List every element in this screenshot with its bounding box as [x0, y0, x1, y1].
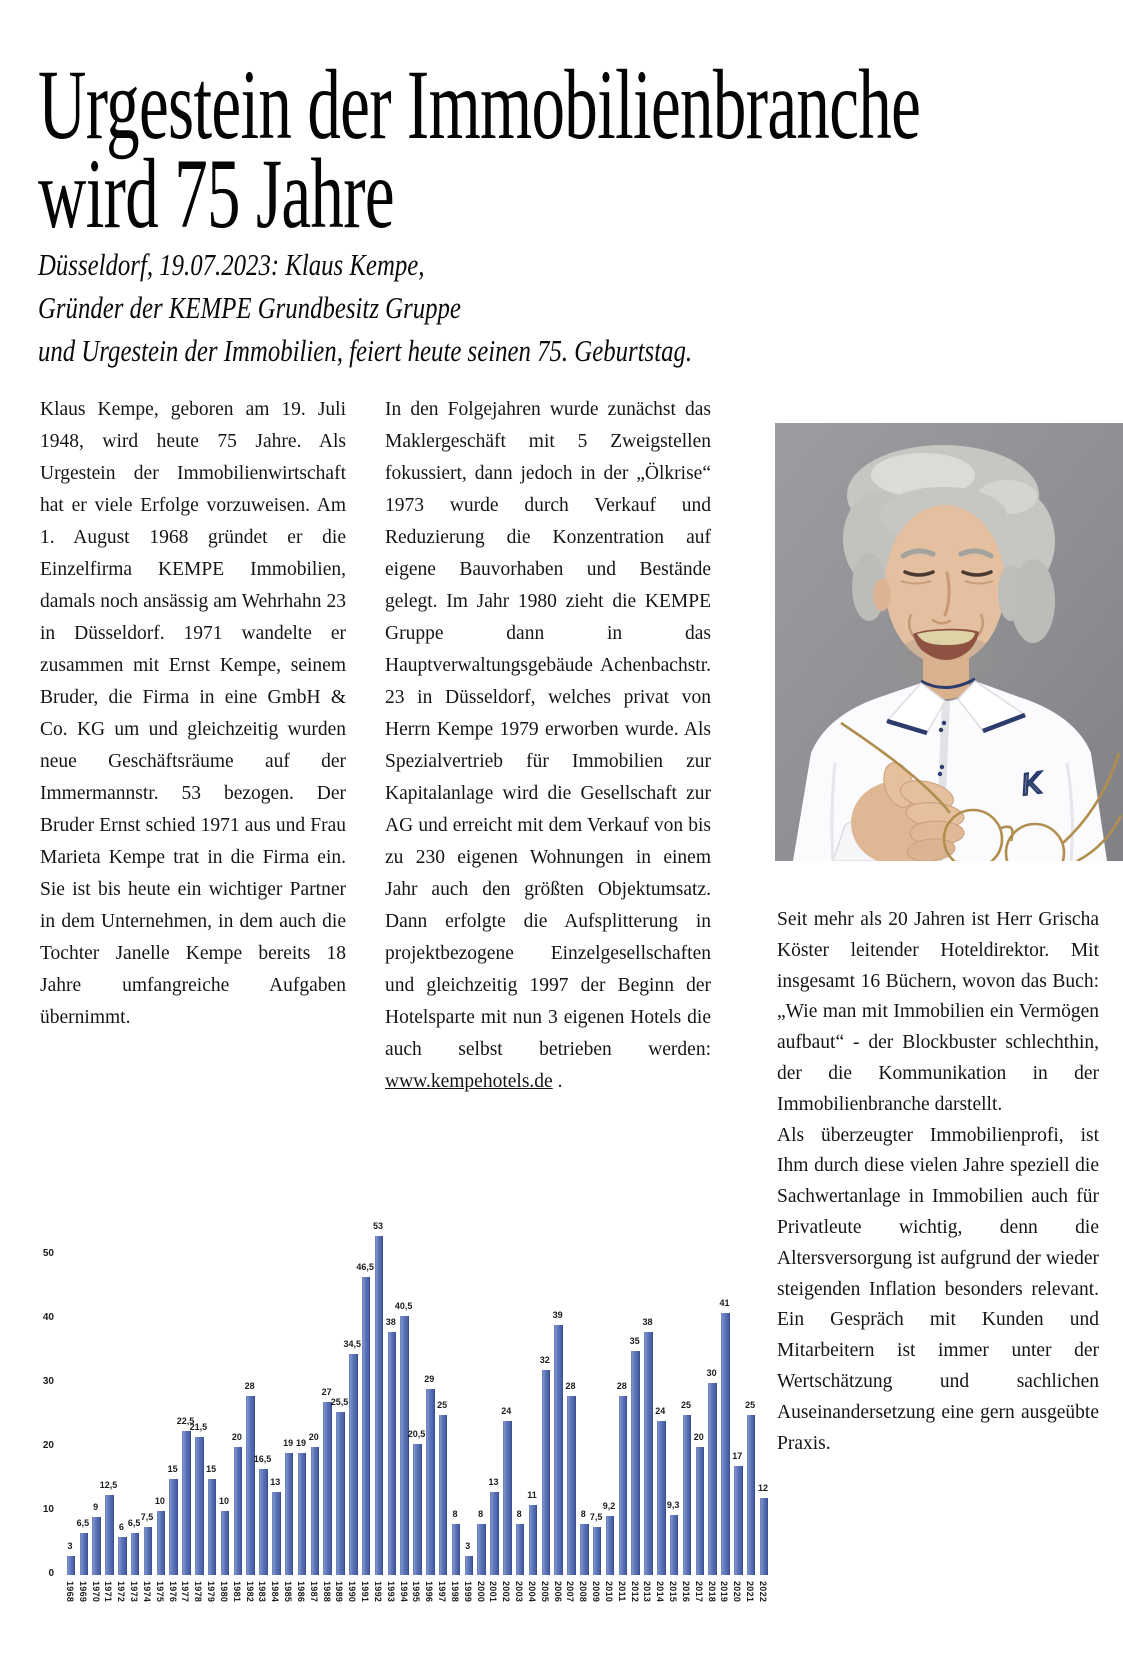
- bar-value-label: 20: [693, 1432, 704, 1442]
- y-tick-label: 30: [42, 1376, 54, 1387]
- bar-value-label: 12,5: [99, 1480, 118, 1490]
- subtitle-line-1: Düsseldorf, 19.07.2023: Klaus Kempe,: [38, 247, 425, 282]
- bar-value-label: 38: [385, 1316, 396, 1327]
- chart-bar: [92, 1517, 101, 1575]
- bar-value-label: 13: [488, 1476, 499, 1487]
- paragraph-history-2-suffix: .: [552, 1071, 563, 1092]
- bar-value-label: 8: [516, 1508, 522, 1519]
- x-tick-label: 1997: [437, 1581, 448, 1603]
- chart-bar: [246, 1396, 255, 1575]
- x-tick-label: 2008: [578, 1581, 589, 1603]
- bar-value-label: 35: [629, 1336, 640, 1346]
- bar-value-label: 15: [206, 1464, 217, 1474]
- chart-bar: [734, 1466, 743, 1575]
- bar-value-label: 28: [244, 1380, 255, 1391]
- bar-value-label: 39: [552, 1310, 563, 1321]
- chart-bar: [285, 1453, 294, 1575]
- x-tick-label: 1984: [270, 1581, 281, 1603]
- chart-bar: [554, 1325, 563, 1575]
- x-tick-label: 2002: [501, 1581, 512, 1603]
- paragraph-history-2: [385, 394, 711, 1098]
- chart-bar: [362, 1277, 371, 1575]
- headline-line-1: Urgestein der Immobilienbranche: [38, 49, 921, 160]
- x-tick-label: 1974: [141, 1581, 152, 1603]
- portrait-photo-image: [775, 423, 1123, 861]
- chart-bar: [606, 1516, 615, 1575]
- chart-bar: [375, 1236, 384, 1575]
- chart-bar: [747, 1415, 756, 1575]
- x-tick-label: 2019: [719, 1581, 730, 1603]
- bar-value-label: 24: [655, 1406, 666, 1417]
- bar-value-label: 34,5: [343, 1339, 362, 1350]
- x-tick-label: 1971: [103, 1581, 114, 1603]
- x-tick-label: 1983: [257, 1581, 268, 1603]
- x-tick-label: 2007: [565, 1581, 576, 1603]
- x-tick-label: 2006: [552, 1581, 563, 1603]
- bar-value-label: 40,5: [394, 1300, 413, 1311]
- bar-value-label: 7,5: [589, 1512, 603, 1522]
- chart-bar: [157, 1511, 166, 1575]
- bar-value-label: 12: [757, 1483, 768, 1494]
- chart-bar: [298, 1453, 307, 1575]
- x-tick-label: 1975: [154, 1581, 165, 1603]
- x-tick-label: 1990: [347, 1581, 358, 1603]
- chart-bar: [439, 1415, 448, 1575]
- chart-bar: [542, 1370, 551, 1575]
- chart-bar: [144, 1527, 153, 1575]
- chart-bar: [465, 1556, 474, 1575]
- y-tick-label: 10: [42, 1504, 54, 1515]
- chart-bar: [516, 1524, 525, 1575]
- chart-bar: [760, 1498, 769, 1575]
- x-tick-label: 1987: [308, 1581, 319, 1603]
- bar-value-label: 17: [732, 1451, 743, 1462]
- bar-value-label: 32: [539, 1355, 550, 1366]
- x-tick-label: 2015: [668, 1581, 679, 1603]
- x-tick-label: 1970: [90, 1581, 101, 1603]
- subtitle-line-2: Gründer der KEMPE Grundbesitz Gruppe: [38, 290, 461, 325]
- x-tick-label: 1972: [116, 1581, 127, 1603]
- chart-bar: [105, 1495, 114, 1575]
- bar-value-label: 53: [372, 1220, 383, 1231]
- chart-bar: [490, 1492, 499, 1575]
- x-tick-label: 2001: [488, 1581, 499, 1603]
- x-tick-label: 1969: [77, 1581, 88, 1603]
- portrait-photo: [775, 423, 1123, 861]
- chart-bar: [529, 1505, 538, 1575]
- x-tick-label: 1998: [449, 1581, 460, 1603]
- y-tick-label: 40: [42, 1312, 54, 1323]
- x-tick-label: 1993: [385, 1581, 396, 1603]
- x-tick-label: 2018: [706, 1581, 717, 1603]
- x-tick-label: 2011: [616, 1581, 627, 1602]
- bar-value-label: 20: [308, 1432, 319, 1442]
- bar-value-label: 3: [67, 1540, 73, 1551]
- y-tick-label: 50: [42, 1248, 54, 1259]
- x-tick-label: 1981: [231, 1581, 242, 1603]
- x-tick-label: 2012: [629, 1581, 640, 1603]
- x-tick-label: 1980: [218, 1581, 229, 1603]
- bar-value-label: 28: [616, 1380, 627, 1391]
- x-tick-label: 2003: [514, 1581, 525, 1603]
- article-headline: [38, 49, 1123, 249]
- kempehotels-link[interactable]: www.kempehotels.de: [385, 1071, 553, 1092]
- x-tick-label: 1978: [193, 1581, 204, 1603]
- chart-bar: [503, 1421, 512, 1575]
- body-column-1: [40, 394, 346, 1034]
- chart-bar: [400, 1316, 409, 1575]
- x-tick-label: 2022: [757, 1581, 768, 1603]
- chart-bar: [670, 1515, 679, 1575]
- x-tick-label: 1988: [321, 1581, 332, 1603]
- x-tick-label: 1973: [129, 1581, 140, 1603]
- bar-value-label: 30: [706, 1368, 717, 1378]
- paragraph-history-1: Klaus Kempe, geboren am 19. Juli 1948, wird heute 75 Jahre. Als Urgestein der Immobilienwirtschaft hat er viele Erfolge vorzuweisen. Am 1. August 1968 gründet er die Einzelfirma KEMPE Immobilien, damals noch ansässig am Wehrhahn 23 in Düsseldorf. 1971 wandelte er zusammen mit Ernst Kempe, seinem Bruder, die Firma in eine GmbH & Co. KG um und gleichzeitig wurden neue Geschäftsräume auf der Immermannstr. 53 bezogen. Der Bruder Ernst schied 1971 aus und Frau Marieta Kempe trat in die Firma ein. Sie ist bis heute ein wichtiger Partner in dem Unternehmen, in dem auch die Tochter Janelle Kempe bereits 18 Jahre umfangreiche Aufgaben übernimmt.: [40, 399, 346, 1028]
- x-tick-label: 1999: [462, 1581, 473, 1603]
- chart-bar: [131, 1533, 140, 1575]
- chart-bar: [349, 1354, 358, 1575]
- bar-value-label: 29: [424, 1374, 435, 1385]
- article-subtitle: [38, 243, 1038, 372]
- bar-value-label: 25: [745, 1400, 756, 1410]
- bar-value-label: 22,5: [176, 1416, 195, 1426]
- bar-value-label: 13: [270, 1476, 281, 1487]
- bar-value-label: 20,5: [407, 1428, 426, 1439]
- x-tick-label: 1994: [398, 1581, 409, 1603]
- chart-bar: [80, 1533, 89, 1575]
- chart-bar: [336, 1412, 345, 1575]
- bar-value-label: 41: [719, 1297, 730, 1308]
- body-column-3: [777, 905, 1099, 1459]
- bar-value-label: 9,2: [602, 1501, 616, 1512]
- bar-value-label: 8: [580, 1508, 586, 1519]
- bar-value-label: 46,5: [356, 1262, 374, 1273]
- annual-results-chart: [30, 1130, 790, 1657]
- chart-bar: [619, 1396, 628, 1575]
- bar-value-label: 19: [295, 1438, 306, 1449]
- bar-value-label: 7,5: [140, 1512, 154, 1522]
- chart-bar: [208, 1479, 217, 1575]
- x-tick-label: 2017: [693, 1581, 704, 1603]
- bar-value-label: 20: [231, 1432, 242, 1442]
- bar-value-label: 6: [118, 1521, 124, 1532]
- chart-bar: [657, 1421, 666, 1575]
- x-tick-label: 1996: [424, 1581, 435, 1603]
- bar-value-label: 10: [218, 1496, 229, 1506]
- x-tick-label: 2014: [655, 1581, 666, 1603]
- bar-value-label: 16,5: [253, 1454, 272, 1465]
- bar-value-label: 27: [321, 1387, 332, 1398]
- x-tick-label: 1968: [65, 1581, 75, 1603]
- x-tick-label: 1982: [244, 1581, 255, 1603]
- chart-bar: [477, 1524, 486, 1575]
- chart-bar: [118, 1537, 127, 1575]
- x-tick-label: 1976: [167, 1581, 178, 1603]
- chart-bar: [388, 1332, 397, 1575]
- x-tick-label: 2005: [539, 1581, 550, 1603]
- bar-value-label: 8: [452, 1508, 458, 1519]
- subtitle-line-3: und Urgestein der Immobilien, feiert heute seinen 75. Geburtstag.: [38, 333, 693, 368]
- chart-bar: [631, 1351, 640, 1575]
- bar-value-label: 6,5: [127, 1518, 141, 1529]
- chart-bar: [311, 1447, 320, 1575]
- chart-bar: [413, 1444, 422, 1575]
- bar-value-label: 3: [465, 1540, 471, 1551]
- x-tick-label: 2020: [732, 1581, 743, 1603]
- chart-bar: [221, 1511, 230, 1575]
- bar-value-label: 25: [437, 1400, 448, 1410]
- x-tick-label: 1995: [411, 1581, 422, 1603]
- bar-value-label: 15: [167, 1464, 178, 1474]
- chart-bar: [426, 1389, 435, 1575]
- x-tick-label: 1985: [283, 1581, 294, 1603]
- x-tick-label: 2010: [603, 1581, 614, 1603]
- chart-bar: [67, 1556, 76, 1575]
- bar-value-label: 25,5: [330, 1396, 349, 1407]
- chart-bar: [708, 1383, 717, 1575]
- chart-bar: [272, 1492, 281, 1575]
- x-tick-label: 1992: [372, 1581, 383, 1603]
- bar-value-label: 6,5: [76, 1518, 90, 1529]
- chart-bar: [721, 1313, 730, 1575]
- bar-value-label: 10: [154, 1496, 165, 1506]
- x-tick-label: 2013: [642, 1581, 653, 1603]
- x-tick-label: 1986: [295, 1581, 306, 1603]
- chart-bar: [644, 1332, 653, 1575]
- bar-value-label: 11: [527, 1489, 537, 1500]
- bar-value-label: 8: [478, 1508, 484, 1519]
- bar-value-label: 19: [283, 1438, 294, 1449]
- headline-line-2: wird 75 Jahre: [38, 138, 394, 249]
- bar-value-label: 9: [93, 1502, 99, 1513]
- shirt-k-logo: K: [1019, 766, 1044, 802]
- bar-value-label: 9,3: [666, 1500, 680, 1511]
- chart-bar: [169, 1479, 178, 1575]
- bar-value-label: 28: [565, 1380, 576, 1391]
- paragraph-outlook: Als überzeugter Immobilienprofi, ist Ihm durch diese vielen Jahre speziell die Sachwertanlage in Immobilien auch für Privatleute wichtig, denn die Altersversorgung ist aufgrund der wieder steigenden Inflation besonders relevant. Ein Gespräch mit Kunden und Mitarbeitern ist immer unter der Wertschätzung und sachlichen Auseinandersetzung eine gern ausgeübte Praxis.: [777, 1124, 1099, 1454]
- x-tick-label: 2000: [475, 1581, 486, 1603]
- chart-bar: [567, 1396, 576, 1575]
- x-tick-label: 2004: [526, 1581, 537, 1603]
- paragraph-koester: Seit mehr als 20 Jahren ist Herr Grischa Köster leitender Hoteldirektor. Mit insgesamt 16 Büchern, wovon das Buch: „Wie man mit Immobilien ein Vermögen aufbaut“ - der Blockbuster schlechthin, der die Kommunikation in der Immobilienbranche darstellt.: [777, 909, 1099, 1115]
- chart-bar: [696, 1447, 705, 1575]
- x-tick-label: 2016: [680, 1581, 691, 1603]
- y-tick-label: 0: [48, 1568, 54, 1579]
- x-tick-label: 1977: [180, 1581, 191, 1603]
- chart-bar: [182, 1431, 191, 1575]
- paragraph-history-2-text: In den Folgejahren wurde zunächst das Maklergeschäft mit 5 Zweigstellen fokussiert, dann jedoch in der „Ölkrise“ 1973 wurde durch Verkauf und Reduzierung die Konzentration auf eigene Bauvorhaben und Bestände gelegt. Im Jahr 1980 zieht die KEMPE Gruppe dann in das Hauptverwaltungsgebäude Achenbachstr. 23 in Düsseldorf, welches privat von Herrn Kempe 1979 erworben wurde. Als Spezialvertrieb für Immobilien zur Kapitalanlage wird die Gesellschaft zur AG und erreicht mit dem Verkauf von bis zu 230 eigenen Wohnungen in einem Jahr auch den größten Objektumsatz. Dann erfolgte die Aufsplitterung in projektbezogene Einzelgesellschaften und gleichzeitig 1997 der Beginn der Hotelsparte mit nun 3 eigenen Hotels die auch selbst betrieben werden:: [385, 399, 711, 1060]
- x-tick-label: 1979: [206, 1581, 217, 1603]
- chart-bar: [234, 1447, 243, 1575]
- bar-value-label: 24: [501, 1406, 512, 1417]
- chart-bar: [593, 1527, 602, 1575]
- x-tick-label: 2021: [745, 1581, 756, 1603]
- chart-bar: [195, 1437, 204, 1575]
- body-column-2: [385, 394, 711, 1098]
- y-tick-label: 20: [42, 1440, 54, 1451]
- chart-bar: [323, 1402, 332, 1575]
- x-tick-label: 1991: [360, 1581, 371, 1603]
- bar-value-label: 21,5: [189, 1422, 208, 1433]
- x-tick-label: 1989: [334, 1581, 345, 1603]
- x-tick-label: 2009: [591, 1581, 602, 1603]
- chart-bar: [580, 1524, 589, 1575]
- bar-value-label: 25: [680, 1400, 691, 1410]
- bar-value-label: 38: [642, 1316, 653, 1327]
